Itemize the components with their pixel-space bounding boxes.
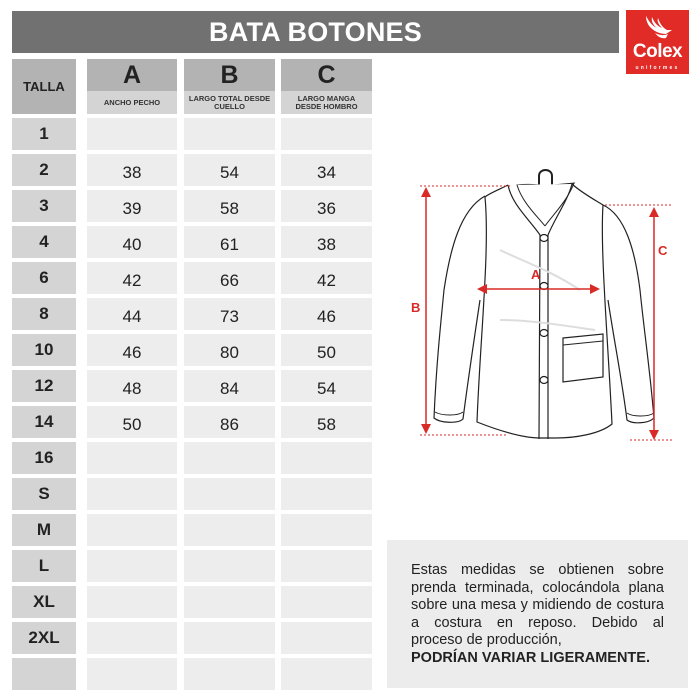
- measure-label-c: C: [658, 243, 668, 258]
- measurement-cell-a: [87, 442, 177, 474]
- measurement-cell-a: 42: [87, 262, 177, 294]
- lab-coat-illustration: [400, 160, 700, 460]
- measurement-cell-b: 86: [184, 406, 275, 438]
- measurement-cell-c: [281, 622, 372, 654]
- measurement-note: [387, 540, 688, 688]
- size-label: 12: [12, 370, 76, 402]
- measurement-cell-a: [87, 622, 177, 654]
- measurement-cell-a: 38: [87, 154, 177, 186]
- measurement-cell-c: 54: [281, 370, 372, 402]
- brand-logo: [626, 10, 689, 74]
- measurement-cell-c: [281, 442, 372, 474]
- size-label: S: [12, 478, 76, 510]
- column-a-letter: A: [87, 59, 177, 91]
- note-text: Estas medidas se obtienen sobre prenda terminada, colocándola plana sobre una mesa y midiendo de costura a costura en reposo. Debido al proceso de producción,: [411, 562, 664, 648]
- size-label: 10: [12, 334, 76, 366]
- measurement-cell-a: [87, 478, 177, 510]
- measurement-cell-c: 38: [281, 226, 372, 258]
- size-label: M: [12, 514, 76, 546]
- measurement-cell-a: [87, 658, 177, 690]
- size-label: XL: [12, 586, 76, 618]
- wing-icon: [643, 15, 673, 41]
- measurement-cell-b: [184, 586, 275, 618]
- measurement-cell-b: [184, 514, 275, 546]
- column-c-label: LARGO MANGA DESDE HOMBRO: [281, 91, 372, 114]
- measurement-cell-c: [281, 118, 372, 150]
- measurement-cell-c: [281, 586, 372, 618]
- measurement-cell-a: [87, 550, 177, 582]
- measurement-cell-c: [281, 658, 372, 690]
- measurement-cell-a: 50: [87, 406, 177, 438]
- measurement-cell-b: [184, 478, 275, 510]
- size-label: L: [12, 550, 76, 582]
- size-label: 2: [12, 154, 76, 186]
- measurement-cell-c: 42: [281, 262, 372, 294]
- measurement-cell-c: [281, 478, 372, 510]
- measurement-cell-b: 54: [184, 154, 275, 186]
- size-label: 6: [12, 262, 76, 294]
- brand-name: Colex: [632, 41, 683, 62]
- measurement-cell-a: 48: [87, 370, 177, 402]
- garment-diagram: [400, 160, 700, 460]
- brand-subtitle: uniformes: [635, 65, 680, 71]
- size-label: 16: [12, 442, 76, 474]
- measurement-cell-b: [184, 550, 275, 582]
- measurement-cell-a: 39: [87, 190, 177, 222]
- measurement-cell-a: 46: [87, 334, 177, 366]
- measurement-cell-b: 66: [184, 262, 275, 294]
- measure-label-a: A: [531, 267, 541, 282]
- measurement-cell-c: 58: [281, 406, 372, 438]
- measurement-cell-b: 73: [184, 298, 275, 330]
- size-label: 1: [12, 118, 76, 150]
- measurement-cell-c: [281, 550, 372, 582]
- column-c-letter: C: [281, 59, 372, 91]
- measure-label-b: B: [411, 300, 421, 315]
- size-label: [12, 658, 76, 690]
- size-label: 8: [12, 298, 76, 330]
- measurement-cell-b: [184, 622, 275, 654]
- size-label: 3: [12, 190, 76, 222]
- measurement-cell-a: [87, 514, 177, 546]
- measurement-cell-a: [87, 118, 177, 150]
- column-a-label: ANCHO PECHO: [87, 91, 177, 114]
- size-label: 2XL: [12, 622, 76, 654]
- measurement-cell-a: 44: [87, 298, 177, 330]
- measurement-cell-c: [281, 514, 372, 546]
- measurement-cell-b: 80: [184, 334, 275, 366]
- measurement-cell-c: 50: [281, 334, 372, 366]
- measurement-cell-c: 34: [281, 154, 372, 186]
- measurement-cell-b: [184, 442, 275, 474]
- size-label: 4: [12, 226, 76, 258]
- note-warning: PODRÍAN VARIAR LIGERAMENTE.: [411, 649, 650, 666]
- page-title: BATA BOTONES: [12, 11, 619, 53]
- measurement-cell-c: 36: [281, 190, 372, 222]
- column-b-label: LARGO TOTAL DESDE CUELLO: [184, 91, 275, 114]
- measurement-cell-b: [184, 118, 275, 150]
- measurement-cell-b: 61: [184, 226, 275, 258]
- size-label: 14: [12, 406, 76, 438]
- measurement-cell-b: [184, 658, 275, 690]
- measurement-cell-b: 58: [184, 190, 275, 222]
- measurement-cell-c: 46: [281, 298, 372, 330]
- column-b-letter: B: [184, 59, 275, 91]
- measurement-cell-a: [87, 586, 177, 618]
- measurement-cell-b: 84: [184, 370, 275, 402]
- size-column-header: TALLA: [12, 59, 76, 114]
- measurement-cell-a: 40: [87, 226, 177, 258]
